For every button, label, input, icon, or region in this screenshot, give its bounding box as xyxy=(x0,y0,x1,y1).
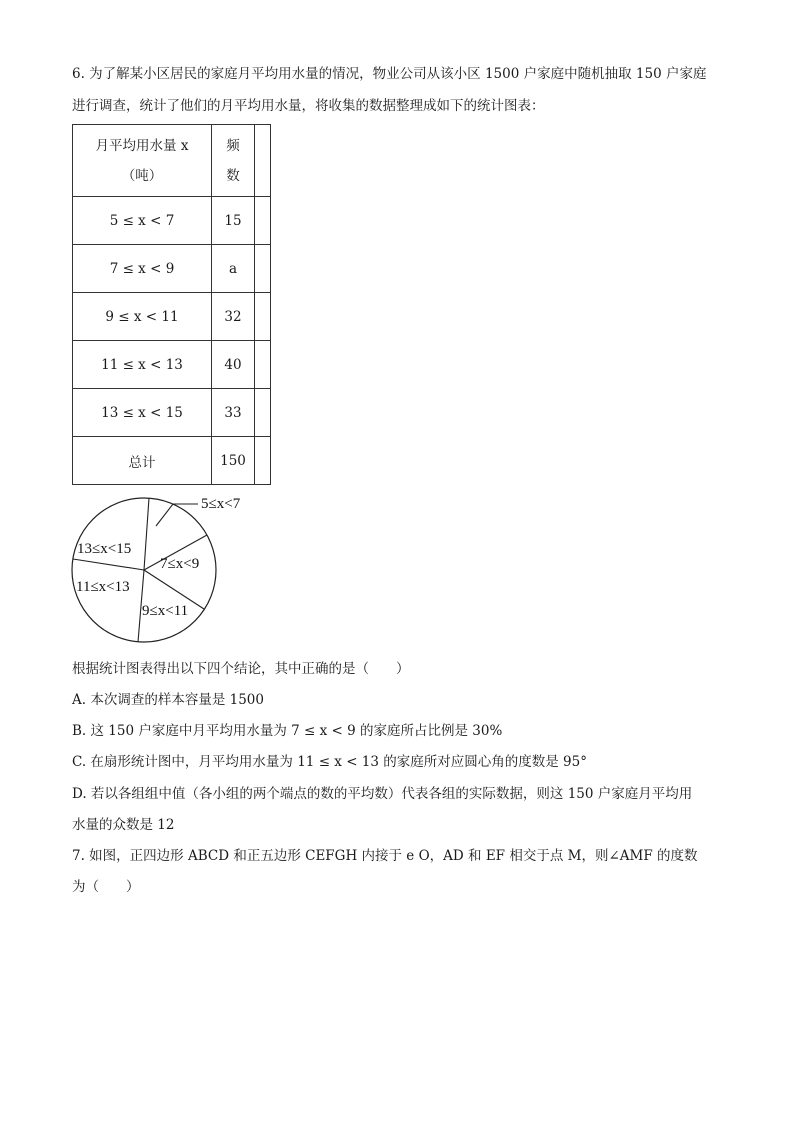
range-cell: 13 ≤ x < 15 xyxy=(73,389,212,437)
table-row xyxy=(73,341,271,389)
pie-sector-line xyxy=(73,559,144,570)
table-row xyxy=(73,389,271,437)
q6-intro-line2: 进行调查，统计了他们的月平均用水量，将收集的数据整理成如下的统计图表： xyxy=(72,98,545,114)
range-cell: 7 ≤ x < 9 xyxy=(73,245,212,293)
q6-option-d-line2: 水量的众数是 12 xyxy=(72,817,175,833)
table-header-row xyxy=(73,125,271,197)
count-cell: 32 xyxy=(212,293,255,341)
range-cell: 11 ≤ x < 13 xyxy=(73,341,212,389)
header-frequency: 频 数 xyxy=(212,125,255,197)
total-count-cell: 150 xyxy=(212,437,255,485)
count-cell: a xyxy=(212,245,255,293)
q7-line1: 7. 如图，正四边形 ABCD 和正五边形 CEFGH 内接于 e O，AD 和 EF 相交于点 M，则∠AMF 的度数 xyxy=(72,848,698,864)
pie-label-5-7: 5≤x<7 xyxy=(201,496,241,512)
table-blank-cell xyxy=(255,389,271,437)
pie-label-7-9: 7≤x<9 xyxy=(160,556,200,572)
table-row xyxy=(73,293,271,341)
frequency-table xyxy=(72,124,271,485)
total-label-cell: 总计 xyxy=(73,437,212,485)
pie-label-11-13: 11≤x<13 xyxy=(76,579,130,595)
pie-leader-line xyxy=(156,504,198,526)
q6-question: 根据统计图表得出以下四个结论，其中正确的是（ ） xyxy=(72,661,410,677)
range-cell: 5 ≤ x < 7 xyxy=(73,197,212,245)
table-row xyxy=(73,245,271,293)
header-water-usage: 月平均用水量 x （吨） xyxy=(73,125,212,197)
table-blank-cell xyxy=(255,341,271,389)
q6-option-b: B. 这 150 户家庭中月平均用水量为 7 ≤ x < 9 的家庭所占比例是 30% xyxy=(72,723,503,739)
q6-option-c: C. 在扇形统计图中，月平均用水量为 11 ≤ x < 13 的家庭所对应圆心角的度数是 95° xyxy=(72,754,587,770)
table-blank-cell xyxy=(255,197,271,245)
table-blank-cell xyxy=(255,125,271,197)
pie-label-9-11: 9≤x<11 xyxy=(142,603,189,619)
pie-chart xyxy=(70,494,270,646)
q6-option-a: A. 本次调查的样本容量是 1500 xyxy=(72,692,264,708)
pie-label-13-15: 13≤x<15 xyxy=(77,541,132,557)
count-cell: 15 xyxy=(212,197,255,245)
pie-sector-line xyxy=(144,498,149,570)
range-cell: 9 ≤ x < 11 xyxy=(73,293,212,341)
count-cell: 33 xyxy=(212,389,255,437)
table-blank-cell xyxy=(255,293,271,341)
q6-option-d-line1: D. 若以各组组中值（各小组的两个端点的数的平均数）代表各组的实际数据，则这 150 户家庭月平均用 xyxy=(72,786,693,802)
count-cell: 40 xyxy=(212,341,255,389)
table-total-row xyxy=(73,437,271,485)
q6-intro-line1: 6. 为了解某小区居民的家庭月平均用水量的情况，物业公司从该小区 1500 户家庭中随机抽取 150 户家庭 xyxy=(72,66,707,82)
table-row xyxy=(73,197,271,245)
table-blank-cell xyxy=(255,437,271,485)
table-blank-cell xyxy=(255,245,271,293)
q7-line2: 为（ ） xyxy=(72,879,140,895)
